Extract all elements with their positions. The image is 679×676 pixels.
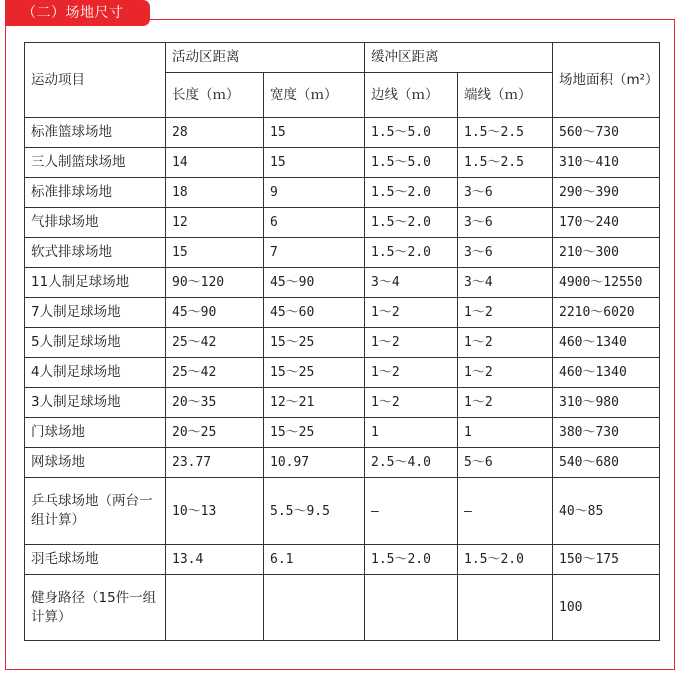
cell-end-line: 5～6 <box>458 448 553 478</box>
cell-area: 540～680 <box>553 448 660 478</box>
cell-end-line: 1.5～2.5 <box>458 118 553 148</box>
cell-area: 460～1340 <box>553 358 660 388</box>
cell-length <box>166 575 264 641</box>
cell-area: 2210～6020 <box>553 298 660 328</box>
cell-length: 25～42 <box>166 358 264 388</box>
cell-side-line: 1.5～5.0 <box>365 148 458 178</box>
cell-end-line: 1～2 <box>458 298 553 328</box>
cell-side-line: 3～4 <box>365 268 458 298</box>
cell-length: 20～35 <box>166 388 264 418</box>
cell-side-line: 1～2 <box>365 298 458 328</box>
table-row <box>25 418 660 448</box>
cell-length: 20～25 <box>166 418 264 448</box>
cell-side-line: 1.5～2.0 <box>365 208 458 238</box>
cell-width: 15 <box>264 118 365 148</box>
cell-length: 90～120 <box>166 268 264 298</box>
cell-end-line: 3～6 <box>458 208 553 238</box>
cell-width: 10.97 <box>264 448 365 478</box>
cell-length: 14 <box>166 148 264 178</box>
header-area: 场地面积（m²） <box>553 43 660 118</box>
cell-area: 560～730 <box>553 118 660 148</box>
cell-width: 5.5～9.5 <box>264 478 365 545</box>
cell-width: 15～25 <box>264 358 365 388</box>
cell-width: 15～25 <box>264 328 365 358</box>
cell-area: 4900～12550 <box>553 268 660 298</box>
cell-project: 羽毛球场地 <box>25 545 166 575</box>
cell-project: 健身路径（15件一组计算） <box>25 575 166 641</box>
header-buffer-group: 缓冲区距离 <box>365 43 553 73</box>
table-row <box>25 478 660 545</box>
table-row <box>25 208 660 238</box>
cell-width: 9 <box>264 178 365 208</box>
table-row <box>25 328 660 358</box>
cell-length: 45～90 <box>166 298 264 328</box>
cell-end-line: — <box>458 478 553 545</box>
cell-width: 12～21 <box>264 388 365 418</box>
table-row <box>25 575 660 641</box>
cell-area: 290～390 <box>553 178 660 208</box>
cell-project: 11人制足球场地 <box>25 268 166 298</box>
cell-side-line: 1.5～2.0 <box>365 238 458 268</box>
cell-side-line: 1～2 <box>365 358 458 388</box>
table-row <box>25 298 660 328</box>
cell-end-line: 1 <box>458 418 553 448</box>
field-size-table <box>24 42 660 641</box>
cell-length: 28 <box>166 118 264 148</box>
header-activity-group: 活动区距离 <box>166 43 365 73</box>
cell-project: 4人制足球场地 <box>25 358 166 388</box>
cell-area: 210～300 <box>553 238 660 268</box>
cell-length: 13.4 <box>166 545 264 575</box>
cell-project: 标准篮球场地 <box>25 118 166 148</box>
table-row <box>25 178 660 208</box>
cell-side-line: 1～2 <box>365 328 458 358</box>
cell-side-line: 1.5～2.0 <box>365 545 458 575</box>
cell-project: 5人制足球场地 <box>25 328 166 358</box>
header-project: 运动项目 <box>25 43 166 118</box>
cell-width: 45～90 <box>264 268 365 298</box>
table-row <box>25 148 660 178</box>
cell-side-line <box>365 575 458 641</box>
cell-width: 7 <box>264 238 365 268</box>
cell-end-line: 1～2 <box>458 388 553 418</box>
cell-length: 25～42 <box>166 328 264 358</box>
cell-end-line: 1～2 <box>458 328 553 358</box>
header-row-1 <box>25 43 660 73</box>
cell-side-line: 1 <box>365 418 458 448</box>
header-side-line: 边线（ｍ） <box>365 73 458 118</box>
table-body <box>25 43 660 641</box>
cell-width: 6.1 <box>264 545 365 575</box>
cell-project: 网球场地 <box>25 448 166 478</box>
cell-area: 380～730 <box>553 418 660 448</box>
cell-project: 软式排球场地 <box>25 238 166 268</box>
cell-width: 6 <box>264 208 365 238</box>
header-length: 长度（ｍ） <box>166 73 264 118</box>
cell-side-line: — <box>365 478 458 545</box>
cell-area: 310～410 <box>553 148 660 178</box>
table-row <box>25 448 660 478</box>
table-row <box>25 358 660 388</box>
table-row <box>25 388 660 418</box>
header-end-line: 端线（ｍ） <box>458 73 553 118</box>
cell-project: 乒乓球场地（两台一组计算） <box>25 478 166 545</box>
cell-area: 310～980 <box>553 388 660 418</box>
section-title: （二）场地尺寸 <box>5 0 150 26</box>
table-row <box>25 545 660 575</box>
cell-length: 12 <box>166 208 264 238</box>
cell-area: 460～1340 <box>553 328 660 358</box>
cell-project: 三人制篮球场地 <box>25 148 166 178</box>
cell-area: 40～85 <box>553 478 660 545</box>
table-row <box>25 268 660 298</box>
cell-project: 标准排球场地 <box>25 178 166 208</box>
cell-end-line: 1.5～2.0 <box>458 545 553 575</box>
cell-side-line: 1～2 <box>365 388 458 418</box>
header-width: 宽度（ｍ） <box>264 73 365 118</box>
cell-project: 7人制足球场地 <box>25 298 166 328</box>
cell-side-line: 1.5～2.0 <box>365 178 458 208</box>
cell-end-line: 1～2 <box>458 358 553 388</box>
cell-length: 10～13 <box>166 478 264 545</box>
cell-end-line: 3～6 <box>458 178 553 208</box>
cell-width: 45～60 <box>264 298 365 328</box>
cell-area: 100 <box>553 575 660 641</box>
cell-end-line: 3～4 <box>458 268 553 298</box>
cell-side-line: 2.5～4.0 <box>365 448 458 478</box>
table-row <box>25 238 660 268</box>
cell-length: 15 <box>166 238 264 268</box>
cell-side-line: 1.5～5.0 <box>365 118 458 148</box>
cell-length: 23.77 <box>166 448 264 478</box>
cell-end-line: 3～6 <box>458 238 553 268</box>
cell-width <box>264 575 365 641</box>
cell-width: 15 <box>264 148 365 178</box>
cell-area: 170～240 <box>553 208 660 238</box>
cell-end-line <box>458 575 553 641</box>
cell-project: 门球场地 <box>25 418 166 448</box>
cell-end-line: 1.5～2.5 <box>458 148 553 178</box>
cell-project: 3人制足球场地 <box>25 388 166 418</box>
cell-length: 18 <box>166 178 264 208</box>
cell-project: 气排球场地 <box>25 208 166 238</box>
cell-area: 150～175 <box>553 545 660 575</box>
cell-width: 15～25 <box>264 418 365 448</box>
table-row <box>25 118 660 148</box>
